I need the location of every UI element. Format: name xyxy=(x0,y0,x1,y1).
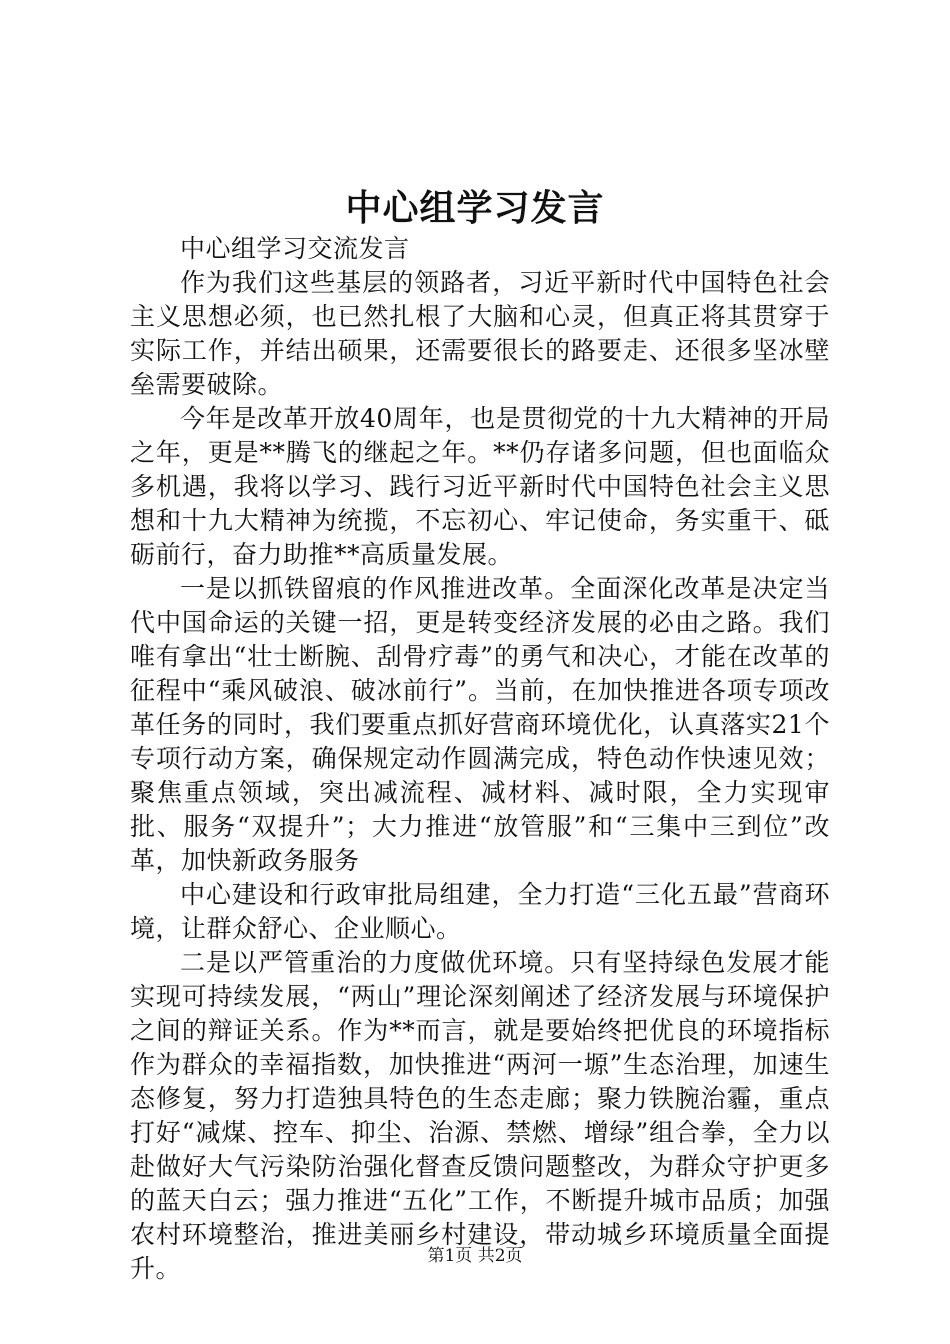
paragraph: 二是以严管重治的力度做优环境。只有坚持绿色发展才能实现可持续发展，“两山”理论深刻阐述了经济发展与环境保护之间的辩证关系。作为**而言，就是要始终把优良的环境指标作为群众的幸福指数，加快推进“两河一塬”生态治理，加速生态修复，努力打造独具特色的生态走廊；聚力铁腕治霾，重点打好“减煤、控车、抑尘、治源、禁燃、增绿”组合拳，全力以赴做好大气污染防治强化督查反馈问题整改，为群众守护更多的蓝天白云；强力推进“五化”工作，不断提升城市品质；加强农村环境整治，推进美丽乡村建设，带动城乡环境质量全面提升。 xyxy=(130,948,830,1283)
paragraph: 一是以抓铁留痕的作风推进改革。全面深化改革是决定当代中国命运的关键一招，更是转变经济发展的必由之路。我们唯有拿出“壮士断腕、刮骨疗毒”的勇气和决心，才能在改革的征程中“乘风破浪、破冰前行”。当前，在加快推进各项专项改革任务的同时，我们要重点抓好营商环境优化，认真落实21个专项行动方案，确保规定动作圆满完成，特色动作快速见效；聚焦重点领域，突出减流程、减材料、减时限，全力实现审批、服务“双提升”；大力推进“放管服”和“三集中三到位”改革，加快新政务服务 xyxy=(130,574,830,875)
document-body xyxy=(130,232,830,1286)
page-title: 中心组学习发言 xyxy=(345,187,605,229)
page-number: 第1页 共2页 xyxy=(427,1246,523,1266)
paragraph-subtitle: 中心组学习交流发言 xyxy=(180,234,410,263)
paragraph: 作为我们这些基层的领路者，习近平新时代中国特色社会主义思想必须，也已然扎根了大脑和心灵，但真正将其贯穿于实际工作，并结出硕果，还需要很长的路要走、还很多坚冰壁垒需要破除。 xyxy=(130,268,830,399)
paragraph: 今年是改革开放40周年，也是贯彻党的十九大精神的开局之年，更是**腾飞的继起之年。**仍存诸多问题，但也面临众多机遇，我将以学习、践行习近平新时代中国特色社会主义思想和十九大精神为统揽，不忘初心、牢记使命，务实重干、砥砺前行，奋力助推**高质量发展。 xyxy=(130,404,830,569)
paragraph: 中心建设和行政审批局组建，全力打造“三化五最”营商环境，让群众舒心、企业顺心。 xyxy=(130,880,830,943)
